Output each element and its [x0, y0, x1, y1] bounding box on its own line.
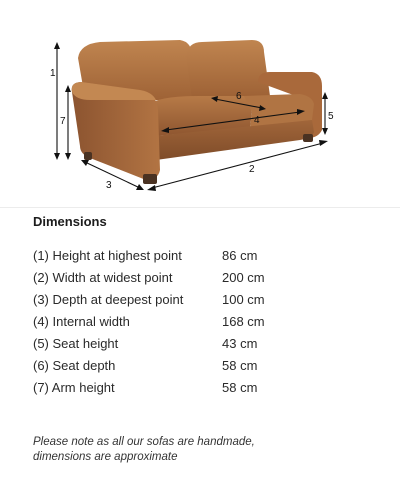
dimension-label: (6) Seat depth: [33, 357, 116, 373]
dimension-row-height: [33, 244, 363, 266]
back-cushion-right: [186, 40, 270, 100]
dimension-row-seat-depth: [33, 354, 363, 376]
dimension-label: (4) Internal width: [33, 313, 130, 329]
dimension-value: 86 cm: [222, 247, 258, 263]
callout-5: 5: [328, 111, 334, 122]
dimension-value: 200 cm: [222, 269, 265, 285]
dimension-row-seat-height: [33, 332, 363, 354]
callout-4: 4: [254, 115, 260, 126]
callout-3: 3: [106, 180, 112, 191]
leg-front-left: [143, 174, 157, 184]
sofa-body: [72, 40, 322, 184]
leg-front-right: [303, 134, 313, 142]
leg-back-left: [84, 152, 92, 160]
sofa-illustration: [0, 0, 400, 205]
dimension-row-arm-height: [33, 376, 363, 398]
section-divider: [0, 207, 400, 208]
dimension-value: 43 cm: [222, 335, 258, 351]
arrowhead: [322, 92, 328, 99]
callout-1: 1: [50, 68, 56, 79]
arrowhead: [54, 42, 60, 49]
dimension-label: (1) Height at highest point: [33, 247, 182, 263]
callout-7: 7: [60, 116, 66, 127]
dimension-row-depth: [33, 288, 363, 310]
dimension-value: 100 cm: [222, 291, 265, 307]
dimension-label: (2) Width at widest point: [33, 269, 173, 285]
dimension-row-width: [33, 266, 363, 288]
sofa-dimension-diagram: [0, 0, 400, 205]
callout-6: 6: [236, 91, 242, 102]
dimensions-heading: Dimensions: [33, 214, 107, 229]
dimension-label: (3) Depth at deepest point: [33, 291, 184, 307]
dimension-value: 58 cm: [222, 357, 258, 373]
callout-2: 2: [249, 164, 255, 175]
arrowhead: [322, 128, 328, 135]
dimension-row-internal-width: [33, 310, 363, 332]
dimension-value: 58 cm: [222, 379, 258, 395]
dimension-label: (7) Arm height: [33, 379, 115, 395]
arrowhead: [54, 153, 60, 160]
arrowhead: [65, 85, 71, 92]
dimension-value: 168 cm: [222, 313, 265, 329]
handmade-disclaimer: Please note as all our sofas are handmade, dimensions are approximate: [33, 436, 255, 463]
dimensions-list: [33, 244, 363, 398]
arrowhead: [147, 185, 156, 191]
dimension-label: (5) Seat height: [33, 335, 119, 351]
arrowhead: [65, 153, 71, 160]
arrowhead: [319, 140, 328, 146]
